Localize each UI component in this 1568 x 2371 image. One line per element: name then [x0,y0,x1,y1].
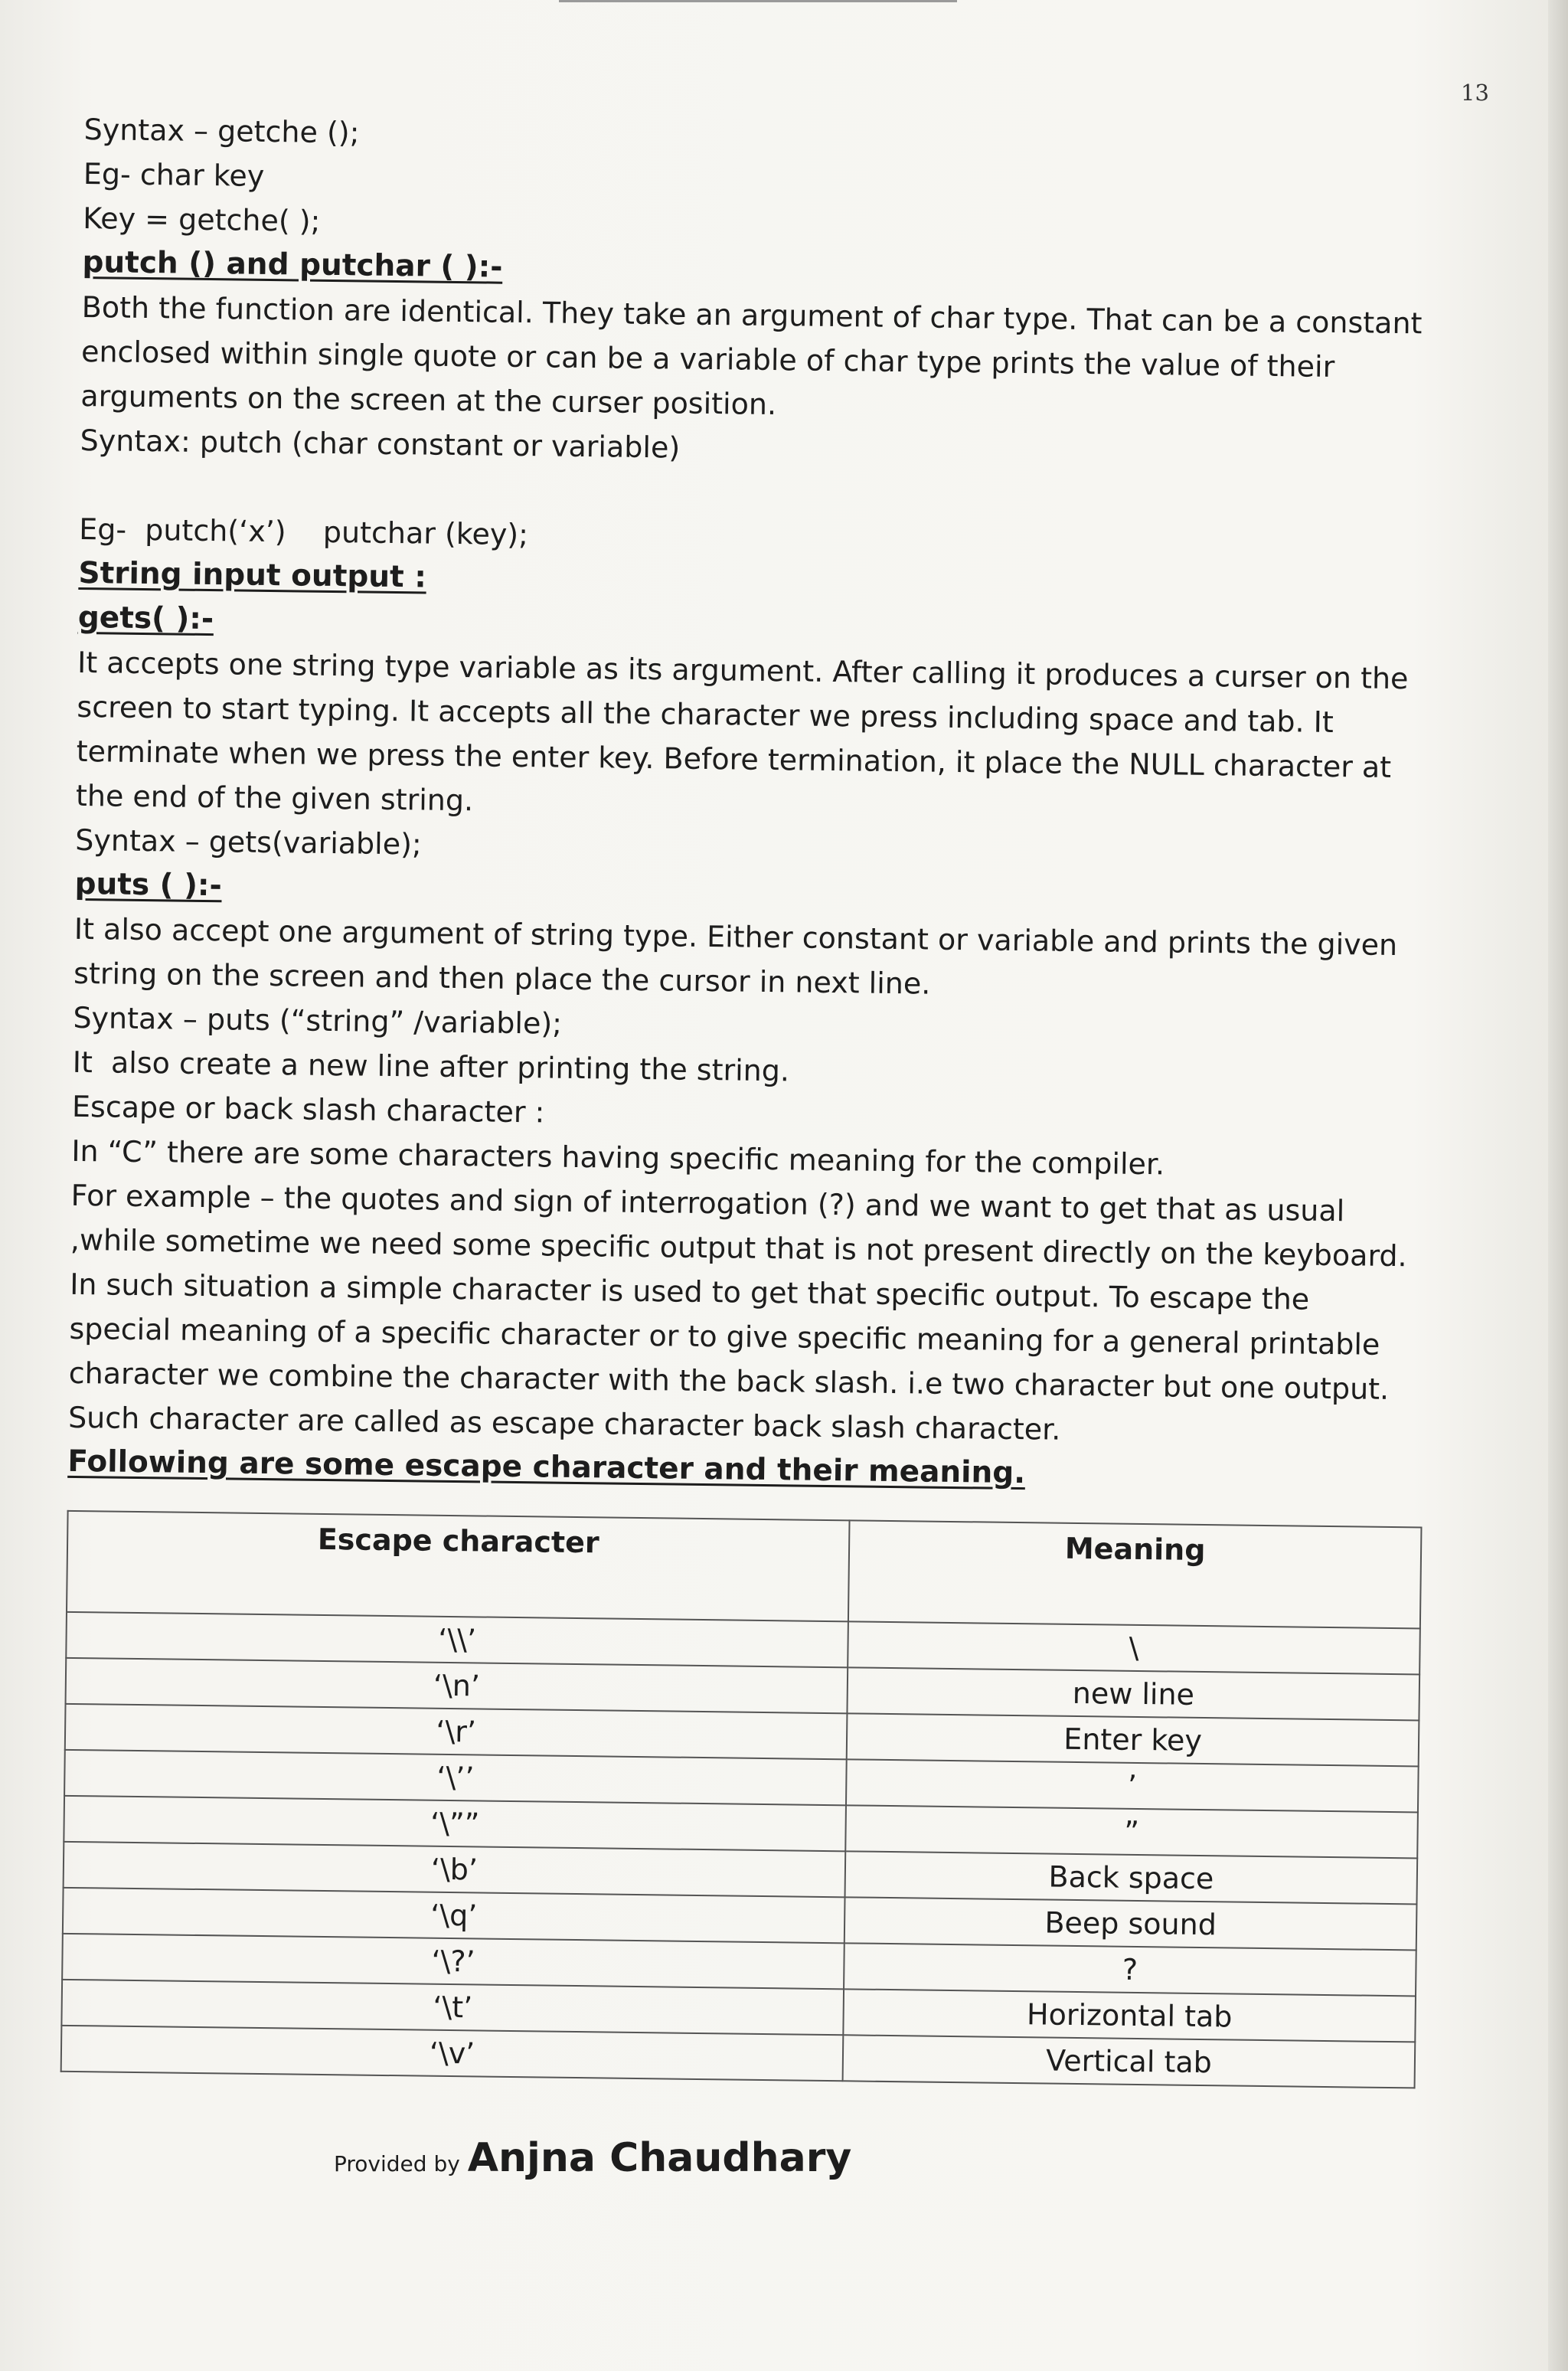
escape-cell: ‘\b’ [64,1842,846,1897]
example-putch-line: Eg- putch(‘x’) putchar (key); [78,512,529,552]
column-header-escape: Escape character [67,1511,850,1621]
page-number: 13 [1461,80,1489,106]
meaning-cell: ” [845,1805,1418,1858]
column-header-meaning: Meaning [848,1520,1421,1628]
meaning-cell: new line [848,1667,1420,1720]
meaning-cell: Back space [845,1851,1418,1904]
meaning-cell: Horizontal tab [843,1989,1416,2042]
meaning-cell: \ [848,1621,1420,1674]
escape-cell: ‘\n’ [66,1658,848,1713]
syntax-putch-line: Syntax: putch (char constant or variable) [80,423,681,465]
key-getche-line: Key = getche( ); [82,201,321,238]
escape-cell: ‘\v’ [61,2026,844,2081]
meaning-cell: ’ [846,1759,1419,1812]
page-edge [1548,0,1568,2371]
escape-cell: ‘\t’ [61,1980,844,2035]
heading-gets: gets( ):- [77,600,214,637]
escape-table [60,1510,1423,2089]
puts-note-line: It also create a new line after printing the string. [72,1045,790,1088]
escape-intro-line: In “C” there are some characters having specific meaning for the compiler. [71,1133,1165,1182]
meaning-cell: Vertical tab [843,2035,1416,2088]
escape-cell: ‘\’’ [64,1750,847,1805]
heading-string-input-output: String input output : [78,555,427,595]
heading-following: Following are some escape character and their meaning. [67,1444,1026,1491]
table-header-row [67,1511,1421,1629]
meaning-cell: Enter key [847,1713,1419,1766]
escape-title-line: Escape or back slash character : [71,1089,545,1130]
escape-table-wrapper [60,1510,1423,2089]
paragraph-gets: It accepts one string type variable as its argument. After calling it produces a curser on the screen to start typing. It accepts all the character we press including space and tab. It terminate when we press the enter key. Before termination, it place the NULL character at the end of the given string. [75,645,1409,818]
paragraph-putch: Both the function are identical. They take an argument of char type. That can be a constant enclosed within single quote or can be a variable of char type prints the value of their arguments on the screen at the curser position. [80,289,1423,422]
document-body [60,107,1462,2089]
heading-puts: puts ( ):- [74,866,222,904]
example-getche-line: Eg- char key [83,156,265,193]
syntax-getche-line: Syntax – getche (); [83,112,360,150]
escape-cell: ‘\r’ [65,1704,848,1759]
meaning-cell: ? [844,1943,1416,1996]
paragraph-puts: It also accept one argument of string type. Either constant or variable and prints the given string on the screen and then place the cursor in next line. [73,911,1398,1001]
syntax-gets-line: Syntax – gets(variable); [75,822,423,862]
top-rule [559,0,957,2]
paragraph-escape: For example – the quotes and sign of interrogation (?) and we want to get that as usual ,while sometime we need some specific output that is not present directly on the keyboard. In such situation a simple character is used to get that specific output. To escape the special meaning of a specific character or to give specific meaning for a general printable character we combine the character with the back slash. i.e two character but one output. Such character are called as escape character back slash character. [67,1178,1407,1447]
heading-putch: putch () and putchar ( ):- [82,244,503,285]
syntax-puts-line: Syntax – puts (“string” /variable); [73,1000,563,1041]
escape-cell: ‘\”” [64,1796,846,1851]
escape-cell: ‘\?’ [62,1934,844,1989]
escape-cell: ‘\\’ [66,1612,848,1667]
provided-by-label: Provided by [334,2151,460,2176]
footer-credit [334,2135,851,2181]
escape-cell: ‘\q’ [63,1888,845,1943]
author-name: Anjna Chaudhary [467,2135,852,2181]
meaning-cell: Beep sound [844,1897,1417,1950]
